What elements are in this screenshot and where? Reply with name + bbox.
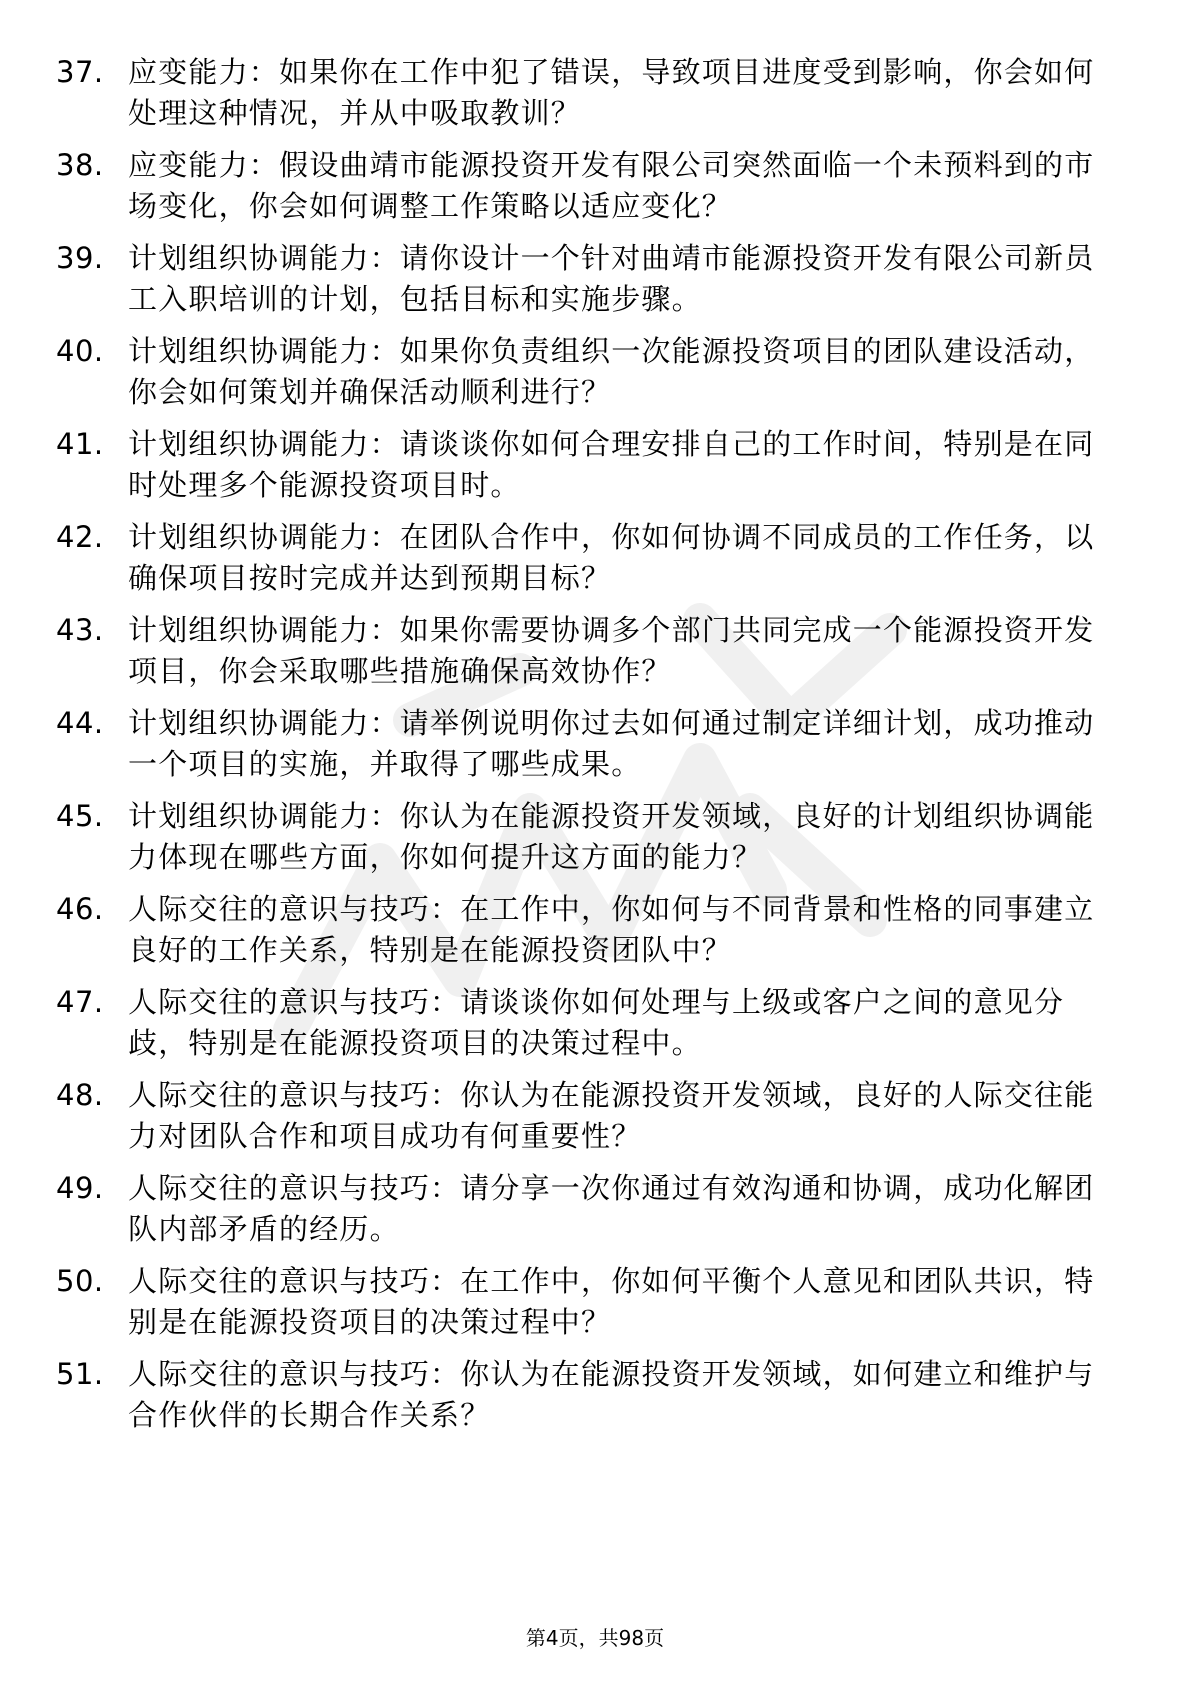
question-text: 计划组织协调能力：如果你负责组织一次能源投资项目的团队建设活动，你会如何策划并确保活动顺利进行？ [128,334,1095,409]
question-number: 37. [56,55,104,89]
question-item [56,703,1116,785]
question-number: 47. [56,985,104,1019]
question-text: 人际交往的意识与技巧：在工作中，你如何平衡个人意见和团队共识，特别是在能源投资项目的决策过程中？ [128,1264,1095,1339]
question-item [56,517,1116,599]
question-list [56,52,1116,1447]
question-text: 应变能力：假设曲靖市能源投资开发有限公司突然面临一个未预料到的市场变化，你会如何调整工作策略以适应变化？ [128,148,1095,223]
question-number: 41. [56,427,104,461]
question-text: 人际交往的意识与技巧：你认为在能源投资开发领域，如何建立和维护与合作伙伴的长期合作关系？ [128,1357,1095,1432]
question-text: 计划组织协调能力：你认为在能源投资开发领域，良好的计划组织协调能力体现在哪些方面，你如何提升这方面的能力？ [128,799,1095,874]
question-item [56,238,1116,320]
question-item [56,889,1116,971]
question-text: 人际交往的意识与技巧：请谈谈你如何处理与上级或客户之间的意见分歧，特别是在能源投资项目的决策过程中。 [128,985,1065,1060]
question-item [56,1075,1116,1157]
question-text: 计划组织协调能力：如果你需要协调多个部门共同完成一个能源投资开发项目，你会采取哪些措施确保高效协作？ [128,613,1095,688]
question-text: 计划组织协调能力：请举例说明你过去如何通过制定详细计划，成功推动一个项目的实施，并取得了哪些成果。 [128,706,1095,781]
question-number: 50. [56,1264,104,1298]
question-item [56,1261,1116,1343]
question-number: 49. [56,1171,104,1205]
question-number: 46. [56,892,104,926]
page-footer: 第4页，共98页 [525,1626,665,1650]
question-item [56,1168,1116,1250]
question-item [56,982,1116,1064]
question-text: 人际交往的意识与技巧：在工作中，你如何与不同背景和性格的同事建立良好的工作关系，特别是在能源投资团队中？ [128,892,1095,967]
question-item [56,52,1116,134]
question-item [56,1354,1116,1436]
question-number: 45. [56,799,104,833]
question-item [56,145,1116,227]
question-text: 计划组织协调能力：请谈谈你如何合理安排自己的工作时间，特别是在同时处理多个能源投资项目时。 [128,427,1095,502]
question-text: 应变能力：如果你在工作中犯了错误，导致项目进度受到影响，你会如何处理这种情况，并从中吸取教训？ [128,55,1095,130]
question-item [56,331,1116,413]
question-item [56,424,1116,506]
question-text: 人际交往的意识与技巧：请分享一次你通过有效沟通和协调，成功化解团队内部矛盾的经历。 [128,1171,1095,1246]
question-item [56,796,1116,878]
question-text: 计划组织协调能力：请你设计一个针对曲靖市能源投资开发有限公司新员工入职培训的计划，包括目标和实施步骤。 [128,241,1095,316]
question-number: 40. [56,334,104,368]
question-number: 39. [56,241,104,275]
question-text: 计划组织协调能力：在团队合作中，你如何协调不同成员的工作任务，以确保项目按时完成并达到预期目标？ [128,520,1095,595]
question-number: 51. [56,1357,104,1391]
question-number: 43. [56,613,104,647]
question-number: 42. [56,520,104,554]
question-number: 44. [56,706,104,740]
question-text: 人际交往的意识与技巧：你认为在能源投资开发领域，良好的人际交往能力对团队合作和项目成功有何重要性？ [128,1078,1095,1153]
question-item [56,610,1116,692]
question-number: 48. [56,1078,104,1112]
question-number: 38. [56,148,104,182]
